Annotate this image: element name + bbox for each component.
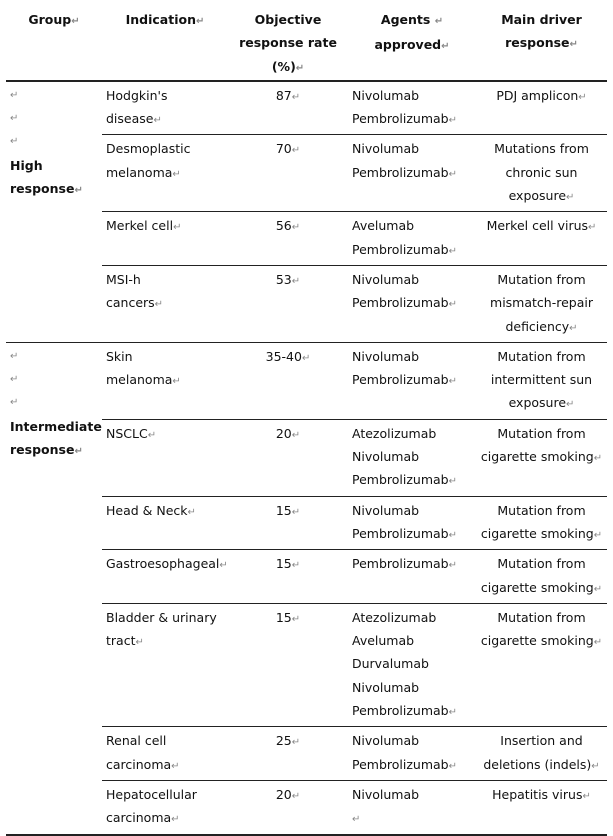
return-mark: ↵: [593, 453, 603, 465]
indication-cell: [102, 727, 228, 781]
return-mark: ↵: [10, 89, 19, 101]
return-mark: ↵: [448, 299, 457, 311]
cell-line: [480, 315, 603, 340]
rate-value: 70: [275, 141, 292, 157]
cell-line: [480, 445, 603, 470]
cell-text: deletions (indels): [483, 756, 592, 772]
indication-cell: [102, 81, 228, 135]
cell-text: Gastroesophageal: [106, 556, 220, 572]
agents-cell: [348, 727, 476, 781]
cell-line: [106, 806, 224, 831]
cell-line: [480, 345, 603, 368]
cell-line: [106, 345, 224, 368]
indication-cell: [102, 780, 228, 834]
return-mark: ↵: [448, 476, 457, 488]
driver-cell: [476, 265, 607, 342]
cell-text: Merkel cell virus: [486, 218, 589, 234]
cell-text: Nivolumab: [352, 733, 420, 749]
rate-value: 20: [275, 425, 292, 441]
cell-line: [480, 576, 603, 601]
indication-cell: [102, 496, 228, 550]
return-mark: ↵: [187, 506, 196, 518]
cell-text: exposure: [508, 395, 567, 411]
driver-cell: [476, 342, 607, 419]
return-mark: ↵: [569, 322, 578, 334]
cell-text: Insertion and: [500, 733, 583, 749]
cell-line: [352, 291, 472, 316]
rate-cell: [228, 135, 348, 212]
cell-line: [352, 345, 472, 368]
cell-line: [106, 161, 224, 186]
rate-cell: [228, 550, 348, 604]
cell-text: Pembrolizumab: [352, 295, 449, 311]
return-mark: ↵: [291, 91, 301, 103]
cell-line: [352, 806, 472, 831]
table-row: [6, 342, 607, 419]
rate-cell: [228, 603, 348, 726]
driver-cell: [476, 550, 607, 604]
group-label: [10, 177, 98, 202]
agents-cell: [348, 419, 476, 496]
cell-text: Head & Neck: [106, 502, 188, 518]
cell-line: [106, 499, 224, 524]
cell-line: [480, 606, 603, 629]
cell-line: [480, 161, 603, 184]
cell-line: [352, 137, 472, 160]
rate-value: 15: [275, 556, 292, 572]
return-mark: ↵: [291, 429, 301, 441]
cell-line: [106, 107, 224, 132]
group-label: [10, 154, 98, 177]
cell-line: [352, 422, 472, 445]
cell-text: MSI-h: [106, 271, 141, 287]
return-mark: ↵: [74, 185, 83, 197]
cell-text: Nivolumab: [352, 348, 420, 364]
indication-cell: [102, 419, 228, 496]
header-driver: Main driver response↵: [501, 12, 582, 51]
return-mark: ↵: [591, 760, 600, 772]
return-mark: ↵: [172, 376, 181, 388]
cell-line: [352, 468, 472, 493]
cell-text: Nivolumab: [352, 271, 420, 287]
return-mark: ↵: [566, 399, 575, 411]
cell-line: [352, 629, 472, 652]
rate-value: 20: [275, 786, 292, 802]
return-mark: ↵: [448, 245, 457, 257]
cell-text: Durvalumab: [352, 656, 429, 672]
cell-text: Mutation from: [497, 609, 586, 625]
cell-text: Pembrolizumab: [352, 703, 449, 719]
header-row: [6, 4, 607, 81]
cell-text: cancers: [106, 295, 155, 311]
cell-text: Merkel cell: [106, 218, 174, 234]
cell-line: [480, 368, 603, 391]
driver-cell: [476, 727, 607, 781]
return-mark: ↵: [10, 350, 19, 362]
return-mark: ↵: [588, 222, 597, 234]
driver-cell: [476, 81, 607, 135]
rate-value: 53: [275, 271, 292, 287]
rate-value: 15: [275, 502, 292, 518]
driver-cell: [476, 780, 607, 834]
table-row: [6, 81, 607, 135]
rate-cell: [228, 342, 348, 419]
rate-value: 25: [275, 733, 292, 749]
cell-text: Mutations from: [494, 141, 589, 157]
return-mark: ↵: [566, 192, 575, 204]
rate-value: 15: [275, 609, 292, 625]
cell-text: cigarette smoking: [480, 579, 594, 595]
cell-text: Avelumab: [352, 633, 415, 649]
cell-text: PDJ amplicon: [496, 87, 579, 103]
rate-cell: [228, 780, 348, 834]
return-mark: ↵: [219, 560, 228, 572]
return-mark: ↵: [10, 374, 19, 386]
driver-cell: [476, 135, 607, 212]
cell-line: [106, 552, 228, 577]
cell-text: Mutation from: [497, 425, 586, 441]
cell-line: [480, 268, 603, 291]
return-mark: ↵: [10, 397, 19, 409]
indication-cell: [102, 265, 228, 342]
cell-text: Pembrolizumab: [352, 372, 449, 388]
cell-text: Pembrolizumab: [352, 525, 449, 541]
cell-text: Hepatitis virus: [492, 786, 583, 802]
cell-text: Mutation from: [497, 556, 586, 572]
cell-line: [106, 629, 224, 654]
return-mark: ↵: [171, 814, 180, 826]
header-orr: Objective response rate (%)↵: [239, 12, 337, 74]
cell-text: Mutation from: [497, 502, 586, 518]
cell-text: Mutation from: [497, 271, 586, 287]
indication-cell: [102, 342, 228, 419]
cell-text: Mutation from: [497, 348, 586, 364]
return-mark: ↵: [154, 299, 164, 311]
cell-text: Renal cell: [106, 733, 167, 749]
cell-line: [106, 268, 224, 291]
agents-cell: [348, 496, 476, 550]
cell-line: [352, 368, 472, 393]
cell-text: intermittent sun: [490, 372, 593, 388]
cell-line: [352, 522, 472, 547]
cell-text: disease: [106, 111, 154, 127]
cell-line: [106, 84, 224, 107]
cell-text: cigarette smoking: [480, 525, 594, 541]
cell-text: exposure: [508, 188, 567, 204]
return-mark: ↵: [291, 613, 301, 625]
return-mark: ↵: [172, 168, 181, 180]
rate-cell: [228, 496, 348, 550]
return-mark: ↵: [448, 707, 457, 719]
cell-text: melanoma: [106, 164, 173, 180]
return-mark: ↵: [301, 352, 311, 364]
cell-text: cigarette smoking: [480, 449, 594, 465]
return-mark: ↵: [352, 814, 361, 826]
response-table: [6, 4, 607, 836]
cell-line: [352, 606, 472, 629]
indication-cell: [102, 135, 228, 212]
cell-text: deficiency: [505, 318, 570, 334]
group-label: [10, 415, 102, 438]
return-mark: ↵: [171, 760, 180, 772]
cell-line: [480, 499, 603, 522]
indication-cell: [102, 603, 228, 726]
return-mark: ↵: [448, 168, 457, 180]
cell-line: [106, 729, 224, 752]
group-label: [10, 438, 98, 463]
rate-value: 56: [275, 218, 292, 234]
driver-cell: [476, 603, 607, 726]
cell-line: [480, 783, 603, 808]
cell-text: Pembrolizumab: [352, 756, 449, 772]
cell-line: [106, 291, 224, 316]
indication-cell: [102, 212, 228, 266]
header-indication: Indication↵: [125, 12, 205, 27]
cell-text: Nivolumab: [352, 502, 420, 518]
cell-text: Nivolumab: [352, 786, 420, 802]
rate-value: 87: [275, 87, 292, 103]
cell-text: Nivolumab: [352, 449, 420, 465]
header-agents: Agents ↵ approved↵: [374, 12, 450, 53]
driver-cell: [476, 419, 607, 496]
return-mark: ↵: [135, 637, 144, 649]
indication-cell: [102, 550, 228, 604]
cell-text: Atezolizumab: [352, 425, 437, 441]
return-mark: ↵: [593, 529, 603, 541]
return-mark: ↵: [578, 91, 587, 103]
cell-text: Nivolumab: [352, 141, 420, 157]
cell-line: [352, 676, 472, 699]
driver-cell: [476, 212, 607, 266]
agents-cell: [348, 135, 476, 212]
cell-line: [106, 422, 224, 447]
cell-text: Pembrolizumab: [352, 111, 449, 127]
cell-text: Desmoplastic: [106, 141, 191, 157]
cell-text: carcinoma: [106, 810, 172, 826]
return-mark: ↵: [74, 446, 83, 458]
cell-text: Nivolumab: [352, 679, 420, 695]
cell-line: [352, 652, 472, 675]
cell-line: [352, 161, 472, 186]
cell-line: [352, 729, 472, 752]
return-mark: ↵: [291, 790, 301, 802]
group-cell: [6, 342, 102, 834]
cell-text: Pembrolizumab: [352, 472, 449, 488]
cell-line: [106, 753, 224, 778]
rate-value: 35-40: [265, 348, 302, 364]
table-body: [6, 81, 607, 835]
cell-line: [352, 499, 472, 522]
cell-line: [480, 729, 603, 752]
return-mark: ↵: [448, 376, 457, 388]
rate-cell: [228, 212, 348, 266]
return-mark: ↵: [291, 222, 301, 234]
return-mark: ↵: [10, 113, 19, 125]
cell-line: [480, 422, 603, 445]
cell-line: [480, 84, 603, 109]
return-mark: ↵: [582, 790, 591, 802]
cell-line: [352, 699, 472, 724]
rate-cell: [228, 419, 348, 496]
agents-cell: [348, 603, 476, 726]
cell-line: [480, 522, 603, 547]
rate-cell: [228, 727, 348, 781]
cell-text: tract: [106, 633, 136, 649]
cell-line: [480, 753, 603, 778]
cell-line: [352, 783, 472, 806]
agents-cell: [348, 550, 476, 604]
cell-line: [352, 552, 472, 577]
agents-cell: [348, 265, 476, 342]
cell-line: [352, 214, 472, 237]
return-mark: ↵: [147, 429, 157, 441]
cell-line: [106, 368, 224, 393]
cell-line: [480, 214, 603, 239]
cell-line: [480, 137, 603, 160]
return-mark: ↵: [448, 115, 457, 127]
cell-text: Pembrolizumab: [352, 241, 449, 257]
rate-cell: [228, 81, 348, 135]
agents-cell: [348, 81, 476, 135]
cell-line: [352, 107, 472, 132]
cell-text: Skin: [106, 348, 133, 364]
cell-text: NSCLC: [106, 425, 148, 441]
cell-text: cigarette smoking: [480, 633, 594, 649]
cell-text: Hodgkin's: [106, 87, 168, 103]
cell-line: [480, 629, 603, 654]
return-mark: ↵: [291, 560, 301, 572]
driver-cell: [476, 496, 607, 550]
cell-line: [106, 783, 224, 806]
cell-line: [480, 552, 603, 575]
agents-cell: [348, 212, 476, 266]
return-mark: ↵: [10, 136, 19, 148]
cell-line: [352, 238, 472, 263]
cell-line: [106, 606, 224, 629]
return-mark: ↵: [291, 275, 301, 287]
cell-text: mismatch-repair: [490, 295, 593, 311]
cell-line: [352, 268, 472, 291]
cell-text: chronic sun: [505, 164, 578, 180]
cell-text: Hepatocellular: [106, 786, 197, 802]
cell-line: [106, 137, 224, 160]
cell-line: [480, 291, 603, 314]
rate-cell: [228, 265, 348, 342]
cell-line: [480, 184, 603, 209]
return-mark: ↵: [448, 529, 457, 541]
group-label-text: response: [10, 181, 75, 197]
group-cell: [6, 81, 102, 342]
return-mark: ↵: [448, 760, 457, 772]
return-mark: ↵: [448, 560, 457, 572]
cell-text: Nivolumab: [352, 87, 420, 103]
cell-text: Pembrolizumab: [352, 556, 449, 572]
return-mark: ↵: [291, 145, 301, 157]
group-label-text: High: [10, 157, 43, 173]
cell-text: Avelumab: [352, 218, 415, 234]
group-label-text: Intermediate: [10, 418, 102, 434]
return-mark: ↵: [291, 506, 301, 518]
cell-line: [480, 391, 603, 416]
cell-text: carcinoma: [106, 756, 172, 772]
return-mark: ↵: [173, 222, 182, 234]
cell-text: Bladder & urinary: [106, 609, 217, 625]
return-mark: ↵: [291, 737, 301, 749]
cell-line: [352, 84, 472, 107]
header-group: Group↵: [28, 12, 80, 27]
agents-cell: [348, 342, 476, 419]
return-mark: ↵: [593, 637, 603, 649]
cell-line: [106, 214, 224, 239]
return-mark: ↵: [593, 583, 603, 595]
cell-text: Atezolizumab: [352, 609, 437, 625]
cell-text: Pembrolizumab: [352, 164, 449, 180]
cell-text: melanoma: [106, 372, 173, 388]
return-mark: ↵: [153, 115, 162, 127]
group-label-text: response: [10, 442, 75, 458]
cell-line: [352, 445, 472, 468]
cell-line: [352, 753, 472, 778]
agents-cell: [348, 780, 476, 834]
